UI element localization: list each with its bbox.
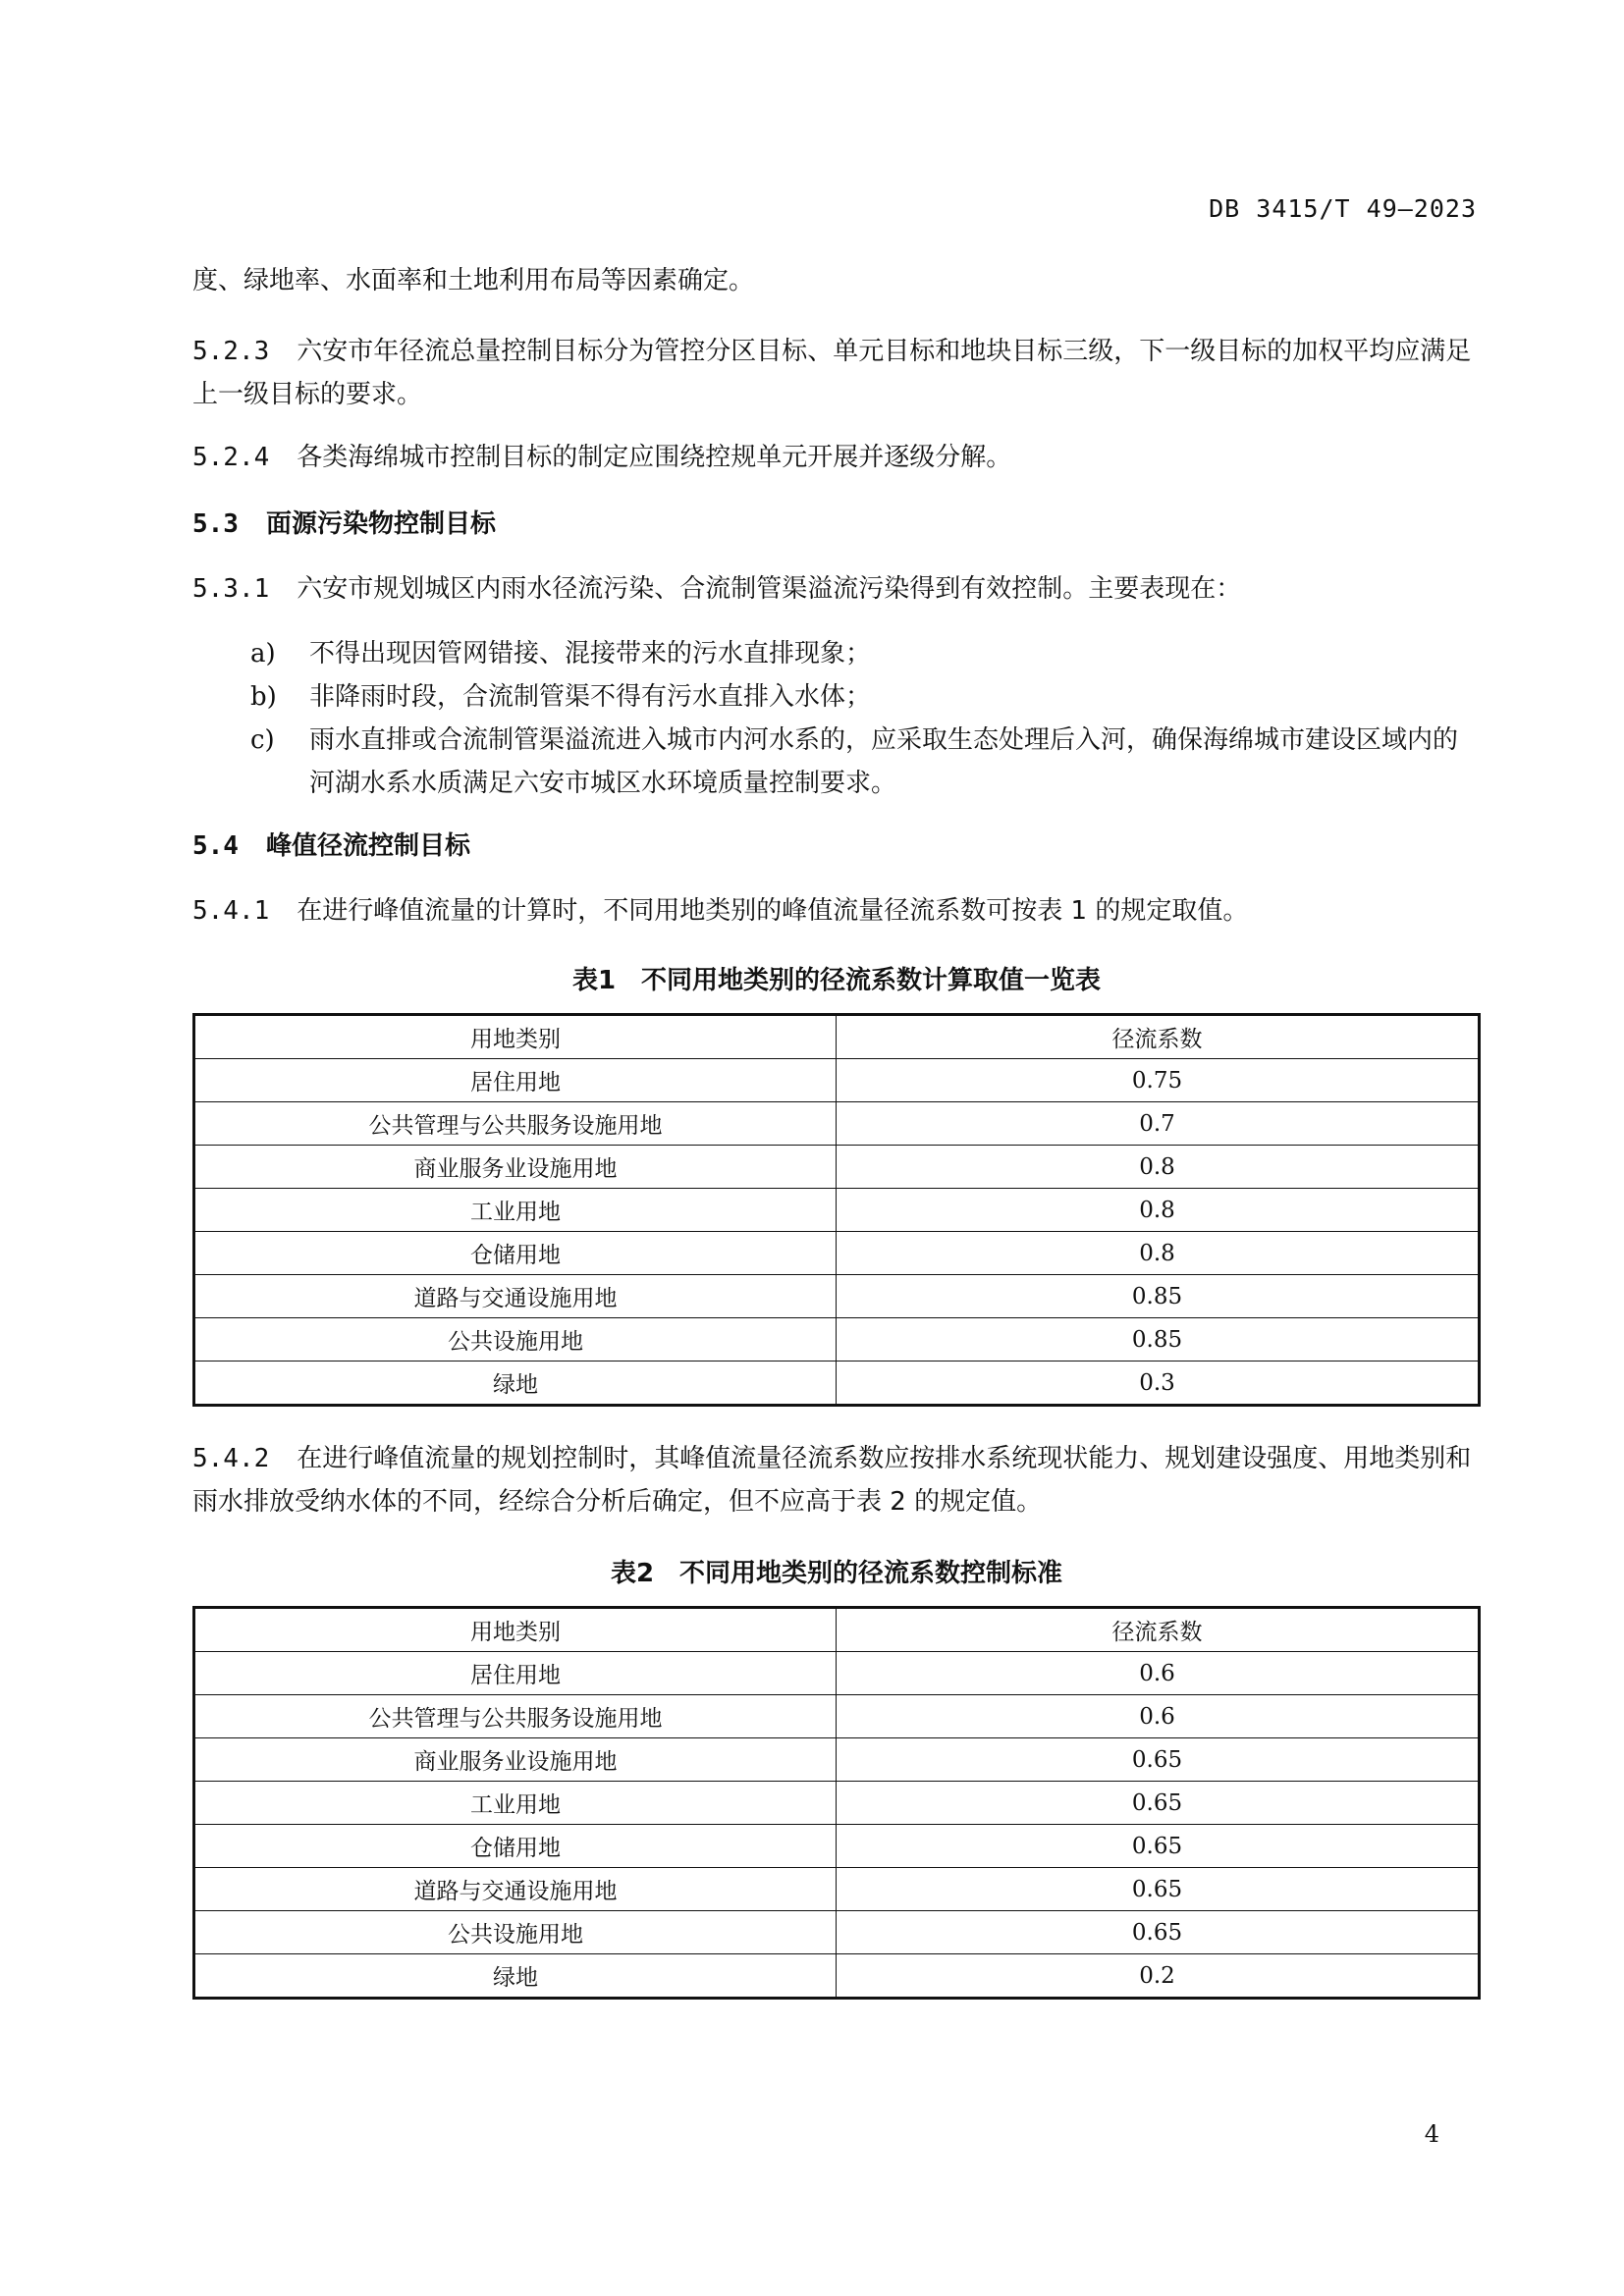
table-row <box>194 1318 1480 1362</box>
clause-number: 5.4.1 <box>192 896 270 926</box>
clause-text: 在进行峰值流量的规划控制时，其峰值流量径流系数应按排水系统现状能力、规划建设强度、用地类别和雨水排放受纳水体的不同，经综合分析后确定，但不应高于表 2 的规定值。 <box>192 1444 1472 1517</box>
cell-category: 绿地 <box>194 1362 837 1406</box>
table-2-caption: 表2 不同用地类别的径流系数控制标准 <box>610 1559 1063 1588</box>
table-row <box>194 1189 1480 1232</box>
cell-coefficient: 0.65 <box>837 1911 1480 1954</box>
section-number: 5.3 <box>192 509 239 539</box>
table-1-caption: 表1 不同用地类别的径流系数计算取值一览表 <box>571 966 1102 995</box>
clause-number: 5.2.3 <box>192 337 270 366</box>
cell-category: 商业服务业设施用地 <box>194 1738 837 1782</box>
clause-text: 各类海绵城市控制目标的制定应围绕控规单元开展并逐级分解。 <box>297 443 1012 472</box>
cell-coefficient: 0.65 <box>837 1868 1480 1911</box>
table-row <box>194 1695 1480 1738</box>
table-row <box>194 1954 1480 1999</box>
list-marker: a) <box>250 639 276 668</box>
section-heading-5-3 <box>192 503 1481 546</box>
cell-category: 商业服务业设施用地 <box>194 1146 837 1189</box>
list-text: 雨水直排或合流制管渠溢流进入城市内河水系的，应采取生态处理后入河，确保海绵城市建设区域内的河湖水系水质满足六安市城区水环境质量控制要求。 <box>309 725 1459 798</box>
list-item <box>250 719 1481 805</box>
clause-number: 5.3.1 <box>192 574 270 604</box>
section-title: 面源污染物控制目标 <box>265 509 496 539</box>
table-1 <box>192 1013 1481 1407</box>
header-cell-category: 用地类别 <box>194 1015 837 1059</box>
cell-category: 工业用地 <box>194 1189 837 1232</box>
cell-category: 公共管理与公共服务设施用地 <box>194 1102 837 1146</box>
cell-coefficient: 0.2 <box>837 1954 1480 1999</box>
cell-category: 居住用地 <box>194 1059 837 1102</box>
table-row <box>194 1232 1480 1275</box>
cell-category: 道路与交通设施用地 <box>194 1868 837 1911</box>
cell-coefficient: 0.8 <box>837 1232 1480 1275</box>
cell-category: 绿地 <box>194 1954 837 1999</box>
header-cell-category: 用地类别 <box>194 1608 837 1652</box>
page-number: 4 <box>1424 2120 1439 2148</box>
clause-5-4-2 <box>192 1437 1481 1523</box>
table-row <box>194 1652 1480 1695</box>
cell-category: 公共管理与公共服务设施用地 <box>194 1695 837 1738</box>
cell-category: 仓储用地 <box>194 1825 837 1868</box>
table-header-row <box>194 1608 1480 1652</box>
section-heading-5-4 <box>192 825 1481 868</box>
table-row <box>194 1738 1480 1782</box>
list-item <box>250 675 1481 719</box>
clause-text: 在进行峰值流量的计算时，不同用地类别的峰值流量径流系数可按表 1 的规定取值。 <box>297 896 1249 926</box>
cell-coefficient: 0.6 <box>837 1652 1480 1695</box>
clause-text: 六安市规划城区内雨水径流污染、合流制管渠溢流污染得到有效控制。主要表现在： <box>297 574 1242 604</box>
clause-5-2-3 <box>192 330 1481 416</box>
cell-coefficient: 0.75 <box>837 1059 1480 1102</box>
cell-coefficient: 0.3 <box>837 1362 1480 1406</box>
list-marker: b) <box>250 682 277 712</box>
table-row <box>194 1868 1480 1911</box>
section-title: 峰值径流控制目标 <box>265 831 470 861</box>
list-item <box>250 632 1481 675</box>
continuation-paragraph: 度、绿地率、水面率和土地利用布局等因素确定。 <box>192 266 755 295</box>
cell-coefficient: 0.85 <box>837 1275 1480 1318</box>
clause-number: 5.2.4 <box>192 443 270 472</box>
cell-coefficient: 0.8 <box>837 1146 1480 1189</box>
cell-category: 道路与交通设施用地 <box>194 1275 837 1318</box>
section-number: 5.4 <box>192 831 239 861</box>
clause-5-3-1 <box>192 567 1481 611</box>
header-cell-coefficient: 径流系数 <box>837 1608 1480 1652</box>
cell-coefficient: 0.65 <box>837 1738 1480 1782</box>
table-row <box>194 1059 1480 1102</box>
clause-number: 5.4.2 <box>192 1444 270 1473</box>
cell-coefficient: 0.7 <box>837 1102 1480 1146</box>
clause-5-4-1 <box>192 889 1481 933</box>
clause-5-2-4 <box>192 436 1481 479</box>
list-text: 不得出现因管网错接、混接带来的污水直排现象； <box>309 639 872 668</box>
table-row <box>194 1911 1480 1954</box>
cell-coefficient: 0.85 <box>837 1318 1480 1362</box>
cell-category: 居住用地 <box>194 1652 837 1695</box>
table-header-row <box>194 1015 1480 1059</box>
cell-category: 公共设施用地 <box>194 1911 837 1954</box>
clause-text: 六安市年径流总量控制目标分为管控分区目标、单元目标和地块目标三级，下一级目标的加权平均应满足上一级目标的要求。 <box>192 337 1472 409</box>
document-code: DB 3415/T 49—2023 <box>1209 194 1477 223</box>
list-text: 非降雨时段，合流制管渠不得有污水直排入水体； <box>309 682 872 712</box>
table-row <box>194 1275 1480 1318</box>
cell-coefficient: 0.8 <box>837 1189 1480 1232</box>
table-row <box>194 1825 1480 1868</box>
cell-category: 公共设施用地 <box>194 1318 837 1362</box>
cell-category: 工业用地 <box>194 1782 837 1825</box>
table-row <box>194 1102 1480 1146</box>
table-2 <box>192 1606 1481 2000</box>
table-row <box>194 1146 1480 1189</box>
list-marker: c) <box>250 725 275 755</box>
cell-coefficient: 0.6 <box>837 1695 1480 1738</box>
cell-category: 仓储用地 <box>194 1232 837 1275</box>
cell-coefficient: 0.65 <box>837 1825 1480 1868</box>
cell-coefficient: 0.65 <box>837 1782 1480 1825</box>
table-row <box>194 1362 1480 1406</box>
table-row <box>194 1782 1480 1825</box>
header-cell-coefficient: 径流系数 <box>837 1015 1480 1059</box>
